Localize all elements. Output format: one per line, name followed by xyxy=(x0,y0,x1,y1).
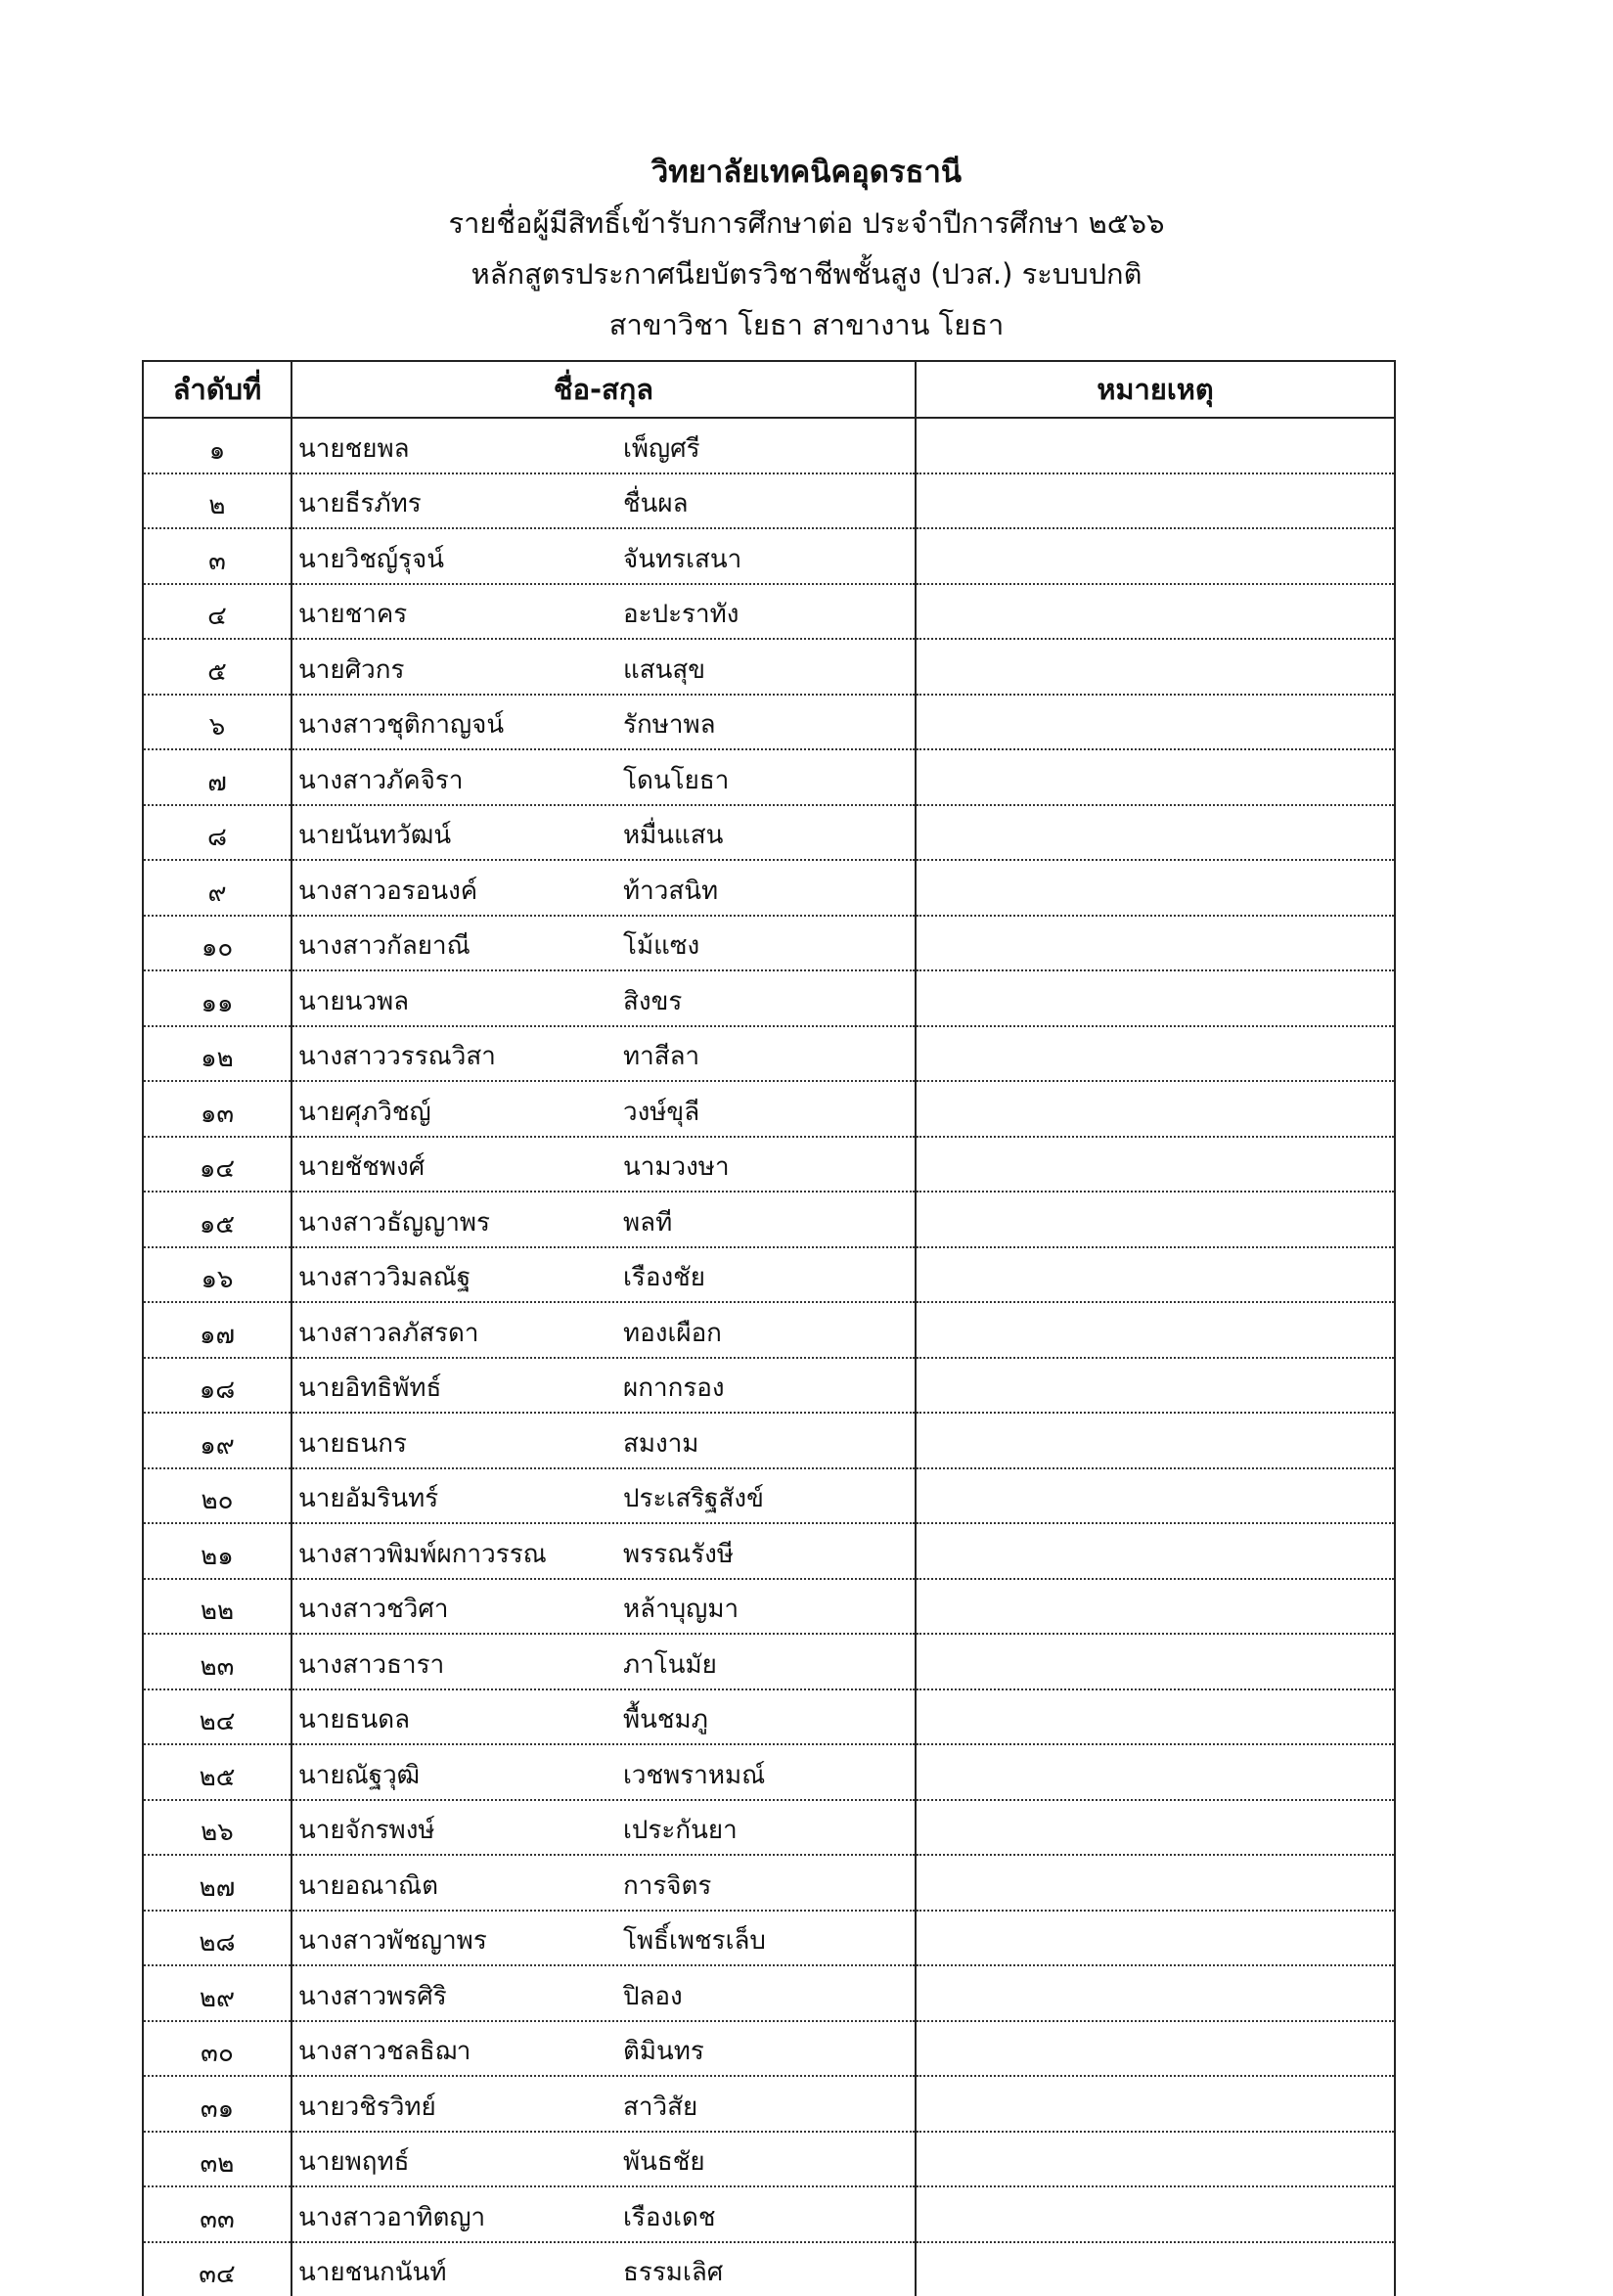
first-name: นายชนกนันท์ xyxy=(298,2252,623,2292)
header-name: ชื่อ-สกุล xyxy=(291,361,916,418)
row-note xyxy=(916,1965,1395,2021)
last-name: รักษาพล xyxy=(623,710,716,740)
table-row xyxy=(143,1192,1395,1247)
table-row xyxy=(143,528,1395,584)
table-row xyxy=(143,584,1395,640)
table-row xyxy=(143,2242,1395,2296)
row-number: ๑๐ xyxy=(143,916,291,971)
row-number: ๕ xyxy=(143,639,291,695)
first-name: นางสาวธัญญาพร xyxy=(298,1202,623,1242)
row-full-name xyxy=(291,1192,916,1247)
first-name: นางสาวพรศิริ xyxy=(298,1976,623,2016)
row-full-name xyxy=(291,2242,916,2296)
row-number: ๒๖ xyxy=(143,1800,291,1856)
row-number: ๓๑ xyxy=(143,2076,291,2132)
last-name: ทาสีลา xyxy=(623,1042,699,1071)
row-note xyxy=(916,2186,1395,2242)
last-name: เวชพราหมณ์ xyxy=(623,1761,765,1790)
student-list-table xyxy=(142,360,1396,2296)
row-number: ๒๓ xyxy=(143,1634,291,1689)
row-number: ๓๔ xyxy=(143,2242,291,2296)
row-note xyxy=(916,1026,1395,1082)
row-full-name xyxy=(291,2076,916,2132)
program-title: หลักสูตรประกาศนียบัตรวิชาชีพชั้นสูง (ปวส.) ระบบปกติ xyxy=(0,248,1613,299)
row-note xyxy=(916,584,1395,640)
table-row xyxy=(143,1247,1395,1303)
row-number: ๓ xyxy=(143,528,291,584)
row-number: ๓๐ xyxy=(143,2021,291,2077)
row-note xyxy=(916,2076,1395,2132)
row-full-name xyxy=(291,418,916,473)
college-name: วิทยาลัยเทคนิคอุดรธานี xyxy=(0,147,1613,198)
last-name: ติมินทร xyxy=(623,2037,704,2066)
first-name: นางสาววิมลณัฐ xyxy=(298,1257,623,1297)
table-header-row xyxy=(143,361,1395,418)
row-full-name xyxy=(291,695,916,750)
student-list-table-wrapper xyxy=(142,360,1394,2296)
row-note xyxy=(916,1523,1395,1579)
row-note xyxy=(916,805,1395,861)
header-note: หมายเหตุ xyxy=(916,361,1395,418)
first-name: นายชัชพงศ์ xyxy=(298,1147,623,1187)
row-number: ๓๒ xyxy=(143,2132,291,2187)
last-name: หล้าบุญมา xyxy=(623,1595,739,1624)
table-row xyxy=(143,1911,1395,1966)
first-name: นางสาวธารา xyxy=(298,1644,623,1685)
last-name: สมงาม xyxy=(623,1429,698,1459)
last-name: สาวิสัย xyxy=(623,2093,697,2122)
last-name: ภาโนมัย xyxy=(623,1650,717,1680)
last-name: จันทรเสนา xyxy=(623,545,741,574)
first-name: นางสาวอรอนงค์ xyxy=(298,871,623,911)
row-full-name xyxy=(291,1800,916,1856)
table-row xyxy=(143,1026,1395,1082)
header-number: ลำดับที่ xyxy=(143,361,291,418)
last-name: เรืองเดช xyxy=(623,2203,716,2232)
first-name: นายพฤทธ์ xyxy=(298,2141,623,2182)
row-note xyxy=(916,1744,1395,1800)
row-note xyxy=(916,916,1395,971)
last-name: การจิตร xyxy=(623,1871,711,1901)
table-row xyxy=(143,473,1395,529)
row-full-name xyxy=(291,1523,916,1579)
row-note xyxy=(916,1302,1395,1358)
table-row xyxy=(143,1302,1395,1358)
last-name: พื้นชมภู xyxy=(623,1705,708,1734)
first-name: นายวิชญ์รุจน์ xyxy=(298,539,623,579)
table-row xyxy=(143,1579,1395,1635)
first-name: นางสาวอาทิตญา xyxy=(298,2197,623,2237)
row-note xyxy=(916,1634,1395,1689)
table-row xyxy=(143,805,1395,861)
first-name: นายวชิรวิทย์ xyxy=(298,2087,623,2127)
row-full-name xyxy=(291,1468,916,1524)
first-name: นางสาววรรณวิสา xyxy=(298,1036,623,1076)
first-name: นางสาวพัชญาพร xyxy=(298,1920,623,1960)
last-name: เพ็ญศรี xyxy=(623,434,700,464)
row-number: ๑๘ xyxy=(143,1358,291,1414)
first-name: นายจักรพงษ์ xyxy=(298,1810,623,1850)
table-row xyxy=(143,1965,1395,2021)
table-row xyxy=(143,639,1395,695)
first-name: นายชาคร xyxy=(298,594,623,634)
last-name: ผกากรอง xyxy=(623,1373,725,1403)
row-full-name xyxy=(291,970,916,1026)
first-name: นางสาวพิมพ์ผกาวรรณ xyxy=(298,1534,623,1574)
first-name: นางสาวลภัสรดา xyxy=(298,1313,623,1353)
row-full-name xyxy=(291,1634,916,1689)
first-name: นายธนดล xyxy=(298,1699,623,1739)
row-number: ๒๘ xyxy=(143,1911,291,1966)
row-note xyxy=(916,418,1395,473)
row-number: ๒๑ xyxy=(143,1523,291,1579)
last-name: สิงขร xyxy=(623,987,682,1016)
last-name: แสนสุข xyxy=(623,655,705,685)
row-full-name xyxy=(291,1689,916,1745)
first-name: นางสาวชุติกาญจน์ xyxy=(298,704,623,744)
row-note xyxy=(916,1800,1395,1856)
row-number: ๑๓ xyxy=(143,1081,291,1137)
row-full-name xyxy=(291,1358,916,1414)
row-number: ๑๗ xyxy=(143,1302,291,1358)
row-full-name xyxy=(291,1911,916,1966)
last-name: หมื่นแสน xyxy=(623,821,723,850)
row-note xyxy=(916,2021,1395,2077)
row-note xyxy=(916,1468,1395,1524)
table-row xyxy=(143,1413,1395,1468)
row-full-name xyxy=(291,1302,916,1358)
last-name: โม้แซง xyxy=(623,931,699,961)
first-name: นายอณาณิต xyxy=(298,1866,623,1906)
row-note xyxy=(916,749,1395,805)
row-number: ๗ xyxy=(143,749,291,805)
last-name: ประเสริฐสังข์ xyxy=(623,1484,764,1513)
row-full-name xyxy=(291,2132,916,2187)
row-number: ๒ xyxy=(143,473,291,529)
table-row xyxy=(143,2186,1395,2242)
row-number: ๒๕ xyxy=(143,1744,291,1800)
last-name: โพธิ์เพชรเล็บ xyxy=(623,1926,766,1956)
table-row xyxy=(143,1358,1395,1414)
list-title: รายชื่อผู้มีสิทธิ์เข้ารับการศึกษาต่อ ประจำปีการศึกษา ๒๕๖๖ xyxy=(0,198,1613,248)
last-name: ปิลอง xyxy=(623,1982,683,2011)
last-name: เประกันยา xyxy=(623,1816,738,1845)
table-row xyxy=(143,695,1395,750)
major-title: สาขาวิชา โยธา สาขางาน โยธา xyxy=(0,299,1613,350)
table-row xyxy=(143,1744,1395,1800)
row-full-name xyxy=(291,1247,916,1303)
row-full-name xyxy=(291,2186,916,2242)
first-name: นายนวพล xyxy=(298,981,623,1021)
row-number: ๑๕ xyxy=(143,1192,291,1247)
row-note xyxy=(916,1689,1395,1745)
table-row xyxy=(143,2076,1395,2132)
table-row xyxy=(143,418,1395,473)
row-full-name xyxy=(291,639,916,695)
last-name: อะปะราทัง xyxy=(623,600,739,629)
row-number: ๒๐ xyxy=(143,1468,291,1524)
row-note xyxy=(916,1358,1395,1414)
first-name: นายอัมรินทร์ xyxy=(298,1478,623,1518)
row-note xyxy=(916,1855,1395,1911)
last-name: วงษ์ขุลี xyxy=(623,1098,699,1127)
row-full-name xyxy=(291,2021,916,2077)
last-name: พลที xyxy=(623,1208,672,1238)
row-full-name xyxy=(291,1137,916,1193)
table-body xyxy=(143,418,1395,2296)
row-note xyxy=(916,1192,1395,1247)
last-name: ชื่นผล xyxy=(623,489,689,518)
last-name: พรรณรังษี xyxy=(623,1540,734,1569)
table-row xyxy=(143,2021,1395,2077)
row-note xyxy=(916,970,1395,1026)
row-note xyxy=(916,1413,1395,1468)
first-name: นายศุภวิชญ์ xyxy=(298,1092,623,1132)
first-name: นายธีรภัทร xyxy=(298,483,623,523)
row-number: ๒๔ xyxy=(143,1689,291,1745)
table-row xyxy=(143,1523,1395,1579)
row-full-name xyxy=(291,473,916,529)
row-number: ๑ xyxy=(143,418,291,473)
row-note xyxy=(916,2132,1395,2187)
row-full-name xyxy=(291,1965,916,2021)
row-number: ๖ xyxy=(143,695,291,750)
last-name: พันธชัย xyxy=(623,2147,705,2177)
row-number: ๒๙ xyxy=(143,1965,291,2021)
table-row xyxy=(143,970,1395,1026)
table-row xyxy=(143,1137,1395,1193)
row-number: ๑๒ xyxy=(143,1026,291,1082)
row-number: ๒๒ xyxy=(143,1579,291,1635)
first-name: นางสาวชลธิฌา xyxy=(298,2031,623,2071)
row-full-name xyxy=(291,1579,916,1635)
row-number: ๑๖ xyxy=(143,1247,291,1303)
row-number: ๒๗ xyxy=(143,1855,291,1911)
document-header xyxy=(0,147,1613,350)
table-row xyxy=(143,916,1395,971)
last-name: นามวงษา xyxy=(623,1152,730,1182)
row-full-name xyxy=(291,805,916,861)
row-number: ๑๑ xyxy=(143,970,291,1026)
row-full-name xyxy=(291,528,916,584)
row-full-name xyxy=(291,749,916,805)
first-name: นางสาวกัลยาณี xyxy=(298,925,623,966)
last-name: ท้าวสนิท xyxy=(623,877,718,906)
first-name: นายชยพล xyxy=(298,428,623,469)
row-number: ๑๔ xyxy=(143,1137,291,1193)
row-note xyxy=(916,695,1395,750)
row-note xyxy=(916,473,1395,529)
row-note xyxy=(916,860,1395,916)
row-number: ๘ xyxy=(143,805,291,861)
row-note xyxy=(916,2242,1395,2296)
row-note xyxy=(916,1081,1395,1137)
row-full-name xyxy=(291,860,916,916)
row-full-name xyxy=(291,584,916,640)
first-name: นายศิวกร xyxy=(298,650,623,690)
first-name: นายณัฐวุฒิ xyxy=(298,1755,623,1795)
first-name: นายอิทธิพัทธ์ xyxy=(298,1368,623,1408)
row-note xyxy=(916,1247,1395,1303)
row-full-name xyxy=(291,1413,916,1468)
last-name: โดนโยธา xyxy=(623,766,729,795)
row-full-name xyxy=(291,1744,916,1800)
table-row xyxy=(143,1855,1395,1911)
row-number: ๙ xyxy=(143,860,291,916)
last-name: ธรรมเลิศ xyxy=(623,2258,723,2287)
table-row xyxy=(143,2132,1395,2187)
table-row xyxy=(143,1468,1395,1524)
row-number: ๔ xyxy=(143,584,291,640)
row-full-name xyxy=(291,1081,916,1137)
row-note xyxy=(916,639,1395,695)
table-row xyxy=(143,749,1395,805)
table-row xyxy=(143,1689,1395,1745)
first-name: นายธนกร xyxy=(298,1423,623,1463)
row-note xyxy=(916,528,1395,584)
table-row xyxy=(143,1800,1395,1856)
row-number: ๑๙ xyxy=(143,1413,291,1468)
first-name: นายนันทวัฒน์ xyxy=(298,815,623,855)
last-name: ทองเผือก xyxy=(623,1319,722,1348)
row-full-name xyxy=(291,1026,916,1082)
row-note xyxy=(916,1579,1395,1635)
last-name: เรืองชัย xyxy=(623,1263,705,1292)
row-note xyxy=(916,1911,1395,1966)
row-number: ๓๓ xyxy=(143,2186,291,2242)
table-row xyxy=(143,1634,1395,1689)
first-name: นางสาวชวิศา xyxy=(298,1589,623,1629)
row-full-name xyxy=(291,1855,916,1911)
table-row xyxy=(143,1081,1395,1137)
table-row xyxy=(143,860,1395,916)
row-note xyxy=(916,1137,1395,1193)
first-name: นางสาวภัคจิรา xyxy=(298,760,623,800)
row-full-name xyxy=(291,916,916,971)
